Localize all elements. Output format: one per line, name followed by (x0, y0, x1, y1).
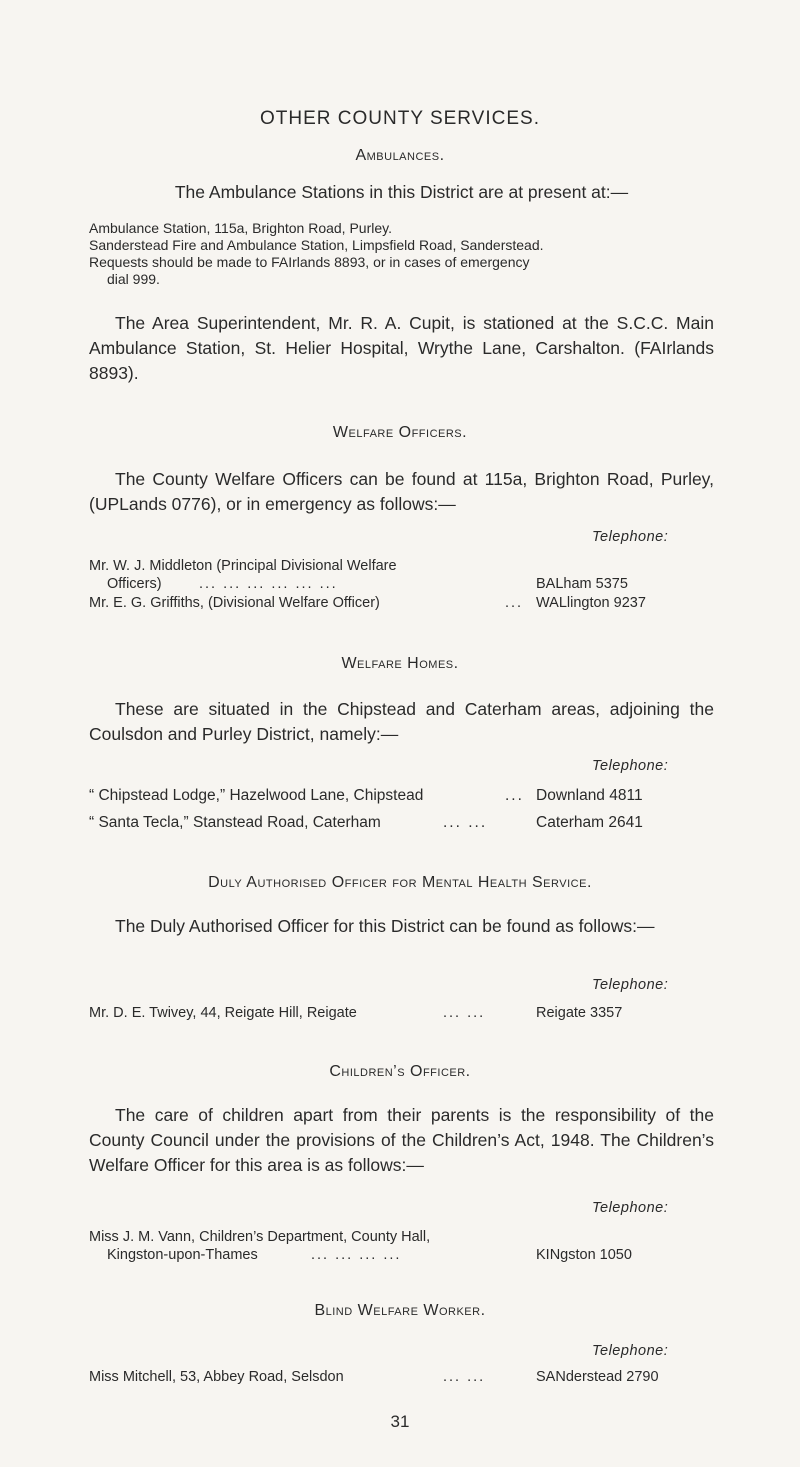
officer-telephone: Reigate 3357 (536, 1005, 623, 1021)
ambulances-requests-cont: dial 999. (107, 271, 160, 287)
childrens-officer-heading: Children’s Officer. (329, 1063, 471, 1080)
ambulances-address-2: Sanderstead Fire and Ambulance Station, Limpsfield Road, Sanderstead. (89, 237, 544, 253)
home-telephone: Caterham 2641 (536, 814, 643, 831)
leader-dots: ... ... ... ... (311, 1247, 402, 1263)
telephone-label: Telephone: (592, 1200, 669, 1216)
ambulances-intro: The Ambulance Stations in this District are at present at:— (174, 182, 629, 202)
leader-dots: ... (505, 787, 524, 804)
worker-telephone: SANderstead 2790 (536, 1369, 659, 1385)
telephone-label: Telephone: (592, 977, 669, 993)
mental-health-heading: Duly Authorised Officer for Mental Health Service. (208, 874, 592, 891)
welfare-homes-intro: These are situated in the Chipstead and Caterham areas, adjoining the Coulsdon and Purley District, namely:— (89, 699, 714, 744)
worker-name: Miss Mitchell, 53, Abbey Road, Selsdon (89, 1369, 344, 1385)
officer-telephone: KINgston 1050 (536, 1247, 632, 1263)
leader-dots: ... ... (443, 1005, 486, 1021)
officer-telephone: WALlington 9237 (536, 595, 646, 611)
telephone-label: Telephone: (592, 758, 669, 774)
ambulances-superintendent: The Area Superintendent, Mr. R. A. Cupit, is stationed at the S.C.C. Main Ambulance Station, St. Helier Hospital, Wrythe Lane, Carshalton. (FAIrlands 8893). (89, 313, 714, 383)
officer-name-cont: Kingston-upon-Thames (107, 1247, 258, 1263)
page-title: OTHER COUNTY SERVICES. (260, 108, 540, 129)
ambulances-address-1: Ambulance Station, 115a, Brighton Road, Purley. (89, 220, 392, 236)
telephone-label: Telephone: (592, 529, 669, 545)
officer-name-cont: Officers) (107, 576, 162, 592)
welfare-homes-heading: Welfare Homes. (341, 655, 459, 672)
home-name: “ Chipstead Lodge,” Hazelwood Lane, Chipstead (89, 787, 424, 804)
leader-dots: ... ... (443, 814, 488, 831)
ambulances-requests: Requests should be made to FAIrlands 8893, or in cases of emergency (89, 254, 530, 270)
ambulances-heading: Ambulances. (355, 147, 445, 164)
leader-dots: ... ... ... ... ... ... (199, 576, 338, 592)
officer-name: Mr. D. E. Twivey, 44, Reigate Hill, Reigate (89, 1005, 357, 1021)
childrens-officer-intro: The care of children apart from their parents is the responsibility of the County Council under the provisions of the Children’s Act, 1948. The Children’s Welfare Officer for this area is as follows:— (89, 1105, 714, 1175)
mental-health-intro: The Duly Authorised Officer for this District can be found as follows:— (115, 916, 655, 936)
leader-dots: ... ... (443, 1369, 486, 1385)
blind-welfare-heading: Blind Welfare Worker. (314, 1302, 486, 1319)
officer-name: Miss J. M. Vann, Children’s Department, County Hall, (89, 1229, 431, 1245)
telephone-label: Telephone: (592, 1343, 669, 1359)
welfare-officers-intro: The County Welfare Officers can be found at 115a, Brighton Road, Purley, (UPLands 0776), or in emergency as follows:— (89, 469, 714, 514)
leader-dots: ... (505, 595, 524, 611)
officer-telephone: BALham 5375 (536, 576, 628, 592)
page-number: 31 (390, 1412, 410, 1431)
home-name: “ Santa Tecla,” Stanstead Road, Caterham (89, 814, 381, 831)
officer-name: Mr. E. G. Griffiths, (Divisional Welfare Officer) (89, 595, 380, 611)
home-telephone: Downland 4811 (536, 787, 643, 804)
officer-name: Mr. W. J. Middleton (Principal Divisional Welfare (89, 558, 397, 574)
welfare-officers-heading: Welfare Officers. (332, 424, 468, 441)
